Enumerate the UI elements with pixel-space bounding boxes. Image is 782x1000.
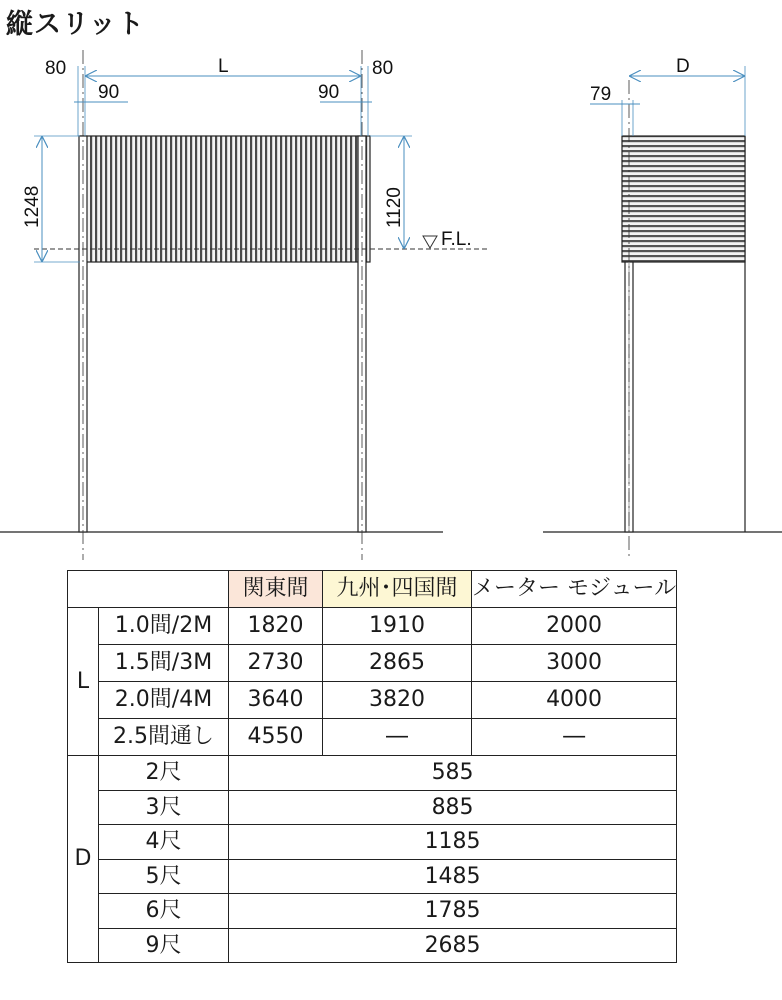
dim-d-label: D [676,56,690,77]
dim-right-inner: 90 [318,82,340,103]
cell-kanto: 3640 [229,682,323,719]
cell-kanto: 4550 [229,719,323,756]
cell-depth: 2685 [229,928,677,963]
dim-1248-label: 1248 [22,185,43,228]
cell-depth: 885 [229,790,677,825]
header-meter: メーター モジュール [472,571,677,608]
fl-triangle-icon [423,236,437,248]
row-label: 1.5間/3M [99,645,229,682]
row-label: 6尺 [99,894,229,929]
row-label: 2.5間通し [99,719,229,756]
fl-label: F.L. [441,229,472,250]
dim-left-outer: 80 [45,58,67,79]
row-label: 2.0間/4M [99,682,229,719]
table-row [68,608,677,645]
side-view [543,56,782,560]
table-row [68,790,677,825]
table-row [68,928,677,963]
cell-kanto: 2730 [229,645,323,682]
table-corner [68,571,229,608]
row-label: 3尺 [99,790,229,825]
cell-meter: 2000 [472,608,677,645]
roof-panel [622,136,745,262]
slit-panel [80,136,370,262]
cell-kyushu: 2865 [323,645,472,682]
front-view [0,50,490,560]
table-row [68,859,677,894]
table-row [68,894,677,929]
table-row [68,719,677,756]
group-l: L [68,608,99,756]
table-header-row [68,571,677,608]
row-label: 4尺 [99,825,229,860]
cell-kyushu: 1910 [323,608,472,645]
row-label: 2尺 [99,756,229,791]
cell-depth: 1185 [229,825,677,860]
table-row [68,645,677,682]
row-label: 5尺 [99,859,229,894]
group-d: D [68,756,99,963]
dim-left-inner: 90 [98,82,120,103]
dim-l-label: L [218,56,229,77]
cell-depth: 1785 [229,894,677,929]
dim-1120-label: 1120 [384,187,405,228]
cell-meter: 4000 [472,682,677,719]
cell-kyushu: ― [323,719,472,756]
header-kyushu: 九州･四国間 [323,571,472,608]
table-row [68,682,677,719]
dim-79-label: 79 [590,84,612,105]
cell-kyushu: 3820 [323,682,472,719]
cell-depth: 1485 [229,859,677,894]
cell-meter: ― [472,719,677,756]
table-row [68,756,677,791]
cell-meter: 3000 [472,645,677,682]
table-row [68,825,677,860]
header-kanto: 関東間 [229,571,323,608]
cell-kanto: 1820 [229,608,323,645]
cell-depth: 585 [229,756,677,791]
page-title: 縦スリット [6,9,145,40]
dim-right-outer: 80 [372,58,394,79]
row-label: 9尺 [99,928,229,963]
size-table [67,570,677,963]
row-label: 1.0間/2M [99,608,229,645]
